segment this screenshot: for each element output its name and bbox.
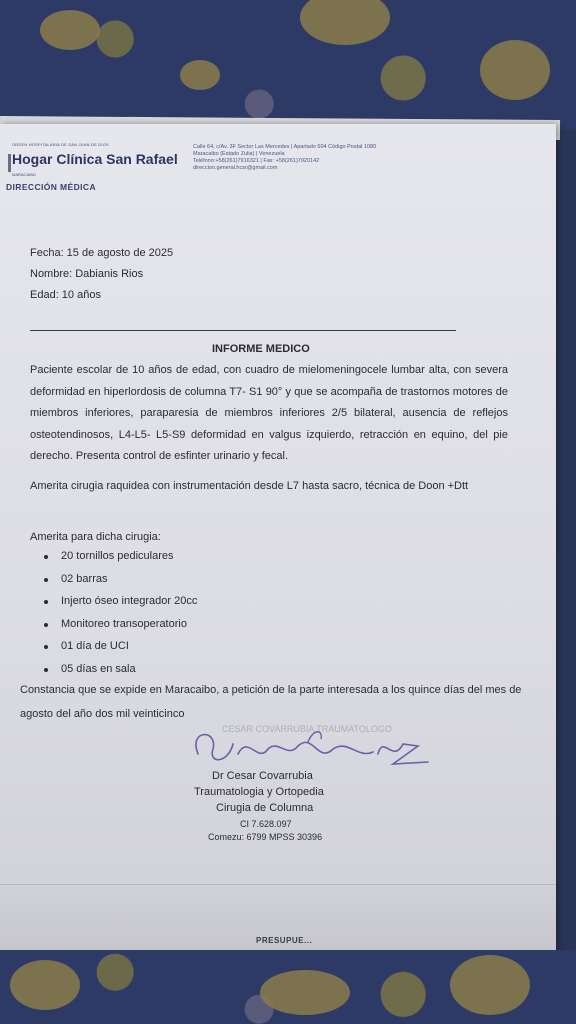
requirements-list [44, 545, 197, 681]
list-item: 02 barras [44, 568, 197, 591]
clinical-description: Paciente escolar de 10 años de edad, con cuadro de mielomeningocele lumbar alta, con severa deformidad en hiperlordosis de columna T7- S1 90° y que se acompaña de trastornos motores de miembros inferiores, paraparesia de miembros inferiores 2/5 bilateral, ausencia de reflejos osteotendinosos, L4-L5- L5-S9 deformidad en valgus izquierdo, retracción en equino, del pie derecho. Presenta control de esfinter urinario y fecal. [30, 364, 508, 462]
list-item: 01 día de UCI [44, 635, 197, 658]
age-field: Edad: 10 años [30, 289, 101, 301]
requirements-intro: Amerita para dicha cirugia: [30, 531, 161, 543]
background-fabric-top [0, 0, 576, 130]
doctor-stamp: CESAR COVARRUBIA TRAUMATOLOGO [222, 724, 392, 734]
list-item: 05 días en sala [44, 658, 197, 681]
separator-line [30, 330, 456, 331]
address-line: Teléfono:+58(261)7916321 | Fax: +58(261)7920142 [193, 158, 320, 164]
doctor-specialty: Traumatologia y Ortopedia [194, 786, 324, 798]
department-title: DIRECCIÓN MÉDICA [6, 182, 96, 192]
clinic-name: Hogar Clínica San Rafael [12, 151, 178, 167]
certification-text: Constancia que se expide en Maracaibo, a petición de la parte interesada a los quince días del mes de agosto del año dos mil veinticinco [20, 684, 522, 720]
background-fabric-bottom [0, 950, 576, 1024]
logo-mark [8, 154, 11, 172]
report-title: INFORME MEDICO [212, 343, 310, 355]
city-caption: MARACAIBO [12, 172, 37, 177]
clinic-address [193, 144, 493, 172]
list-item: 20 tornillos pediculares [44, 545, 197, 568]
next-page-heading: PRESUPUE... [256, 936, 313, 945]
doctor-id: CI 7.628.097 [240, 819, 292, 829]
name-field: Nombre: Dabianis Rios [30, 268, 144, 280]
doctor-subspecialty: Cirugia de Columna [216, 802, 314, 814]
date-field: Fecha: 15 de agosto de 2025 [30, 247, 174, 259]
address-line: direccion.general.hcsr@gmail.com [193, 165, 278, 171]
order-caption: ORDEN HOSPITALARIA DE SAN JUAN DE DIOS [12, 142, 109, 147]
surgery-indication: Amerita cirugia raquidea con instrumentación desde L7 hasta sacro, técnica de Doon +Dtt [30, 480, 469, 492]
address-line: Calle 64, c/Av. 3F Sector Las Mercedes | Apartado 504 Código Postal 1080 [193, 144, 377, 150]
list-item: Monitoreo transoperatorio [44, 613, 197, 636]
medical-report-page [0, 124, 556, 954]
doctor-registry: Comezu: 6799 MPSS 30396 [208, 832, 323, 842]
doctor-name: Dr Cesar Covarrubia [212, 770, 313, 782]
list-item: Injerto óseo integrador 20cc [44, 590, 197, 613]
address-line: Maracaibo (Estado Zulia) | Venezuela [193, 151, 285, 157]
handwritten-signature [188, 724, 448, 774]
